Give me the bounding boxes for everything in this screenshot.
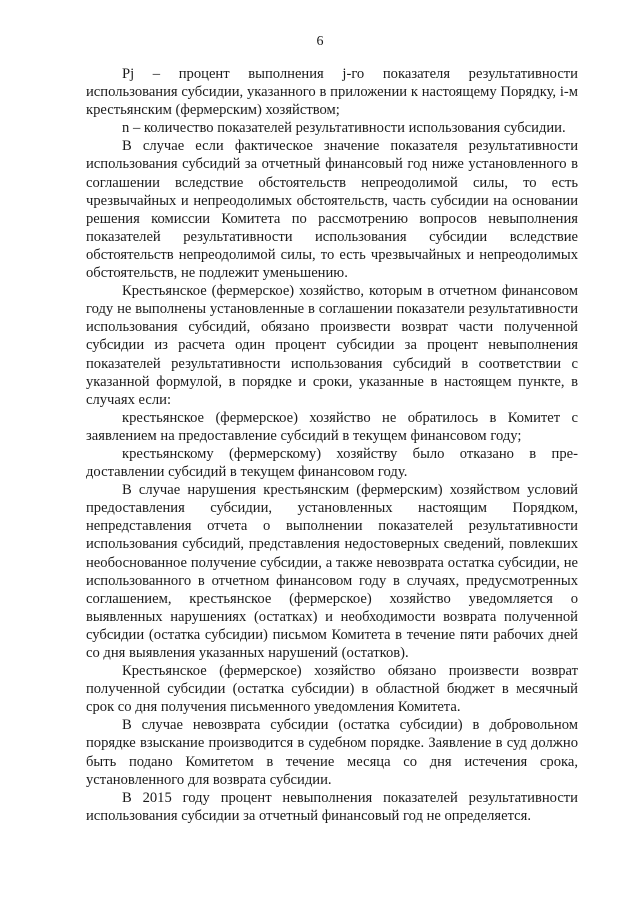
paragraph-refund-obligation: Крестьянское (фермерское) хозяйство, которым в отчетном финансовом году не выполнены установленные в соглашении показатели результативности использования субсидий, обязано произвести возврат части полученной субсидии из расчета один процент субсидии за процент невыполнения показателей результативности использования субсидий в соответствии с указанной формулой, в порядке и сроки, указанные в настоящем пункте, в случаях если: <box>86 283 578 408</box>
paragraph-monthly-refund: Крестьянское (фермерское) хозяйство обязано произвести возврат полученной субсидии (остатка субсидии) в областной бюджет в месячный срок со дня получения письменного уведомления Комитета. <box>86 663 578 716</box>
paragraph-force-majeure: В случае если фактическое значение показателя результативности использования субсидий за отчетный финансовый год ниже установленного в соглашении вследствие обстоятельств непреодолимой силы, то есть чрезвычайных и непреодолимых обстоятельств, часть субсидии на основании решения комиссии Комитета по рассмотрению вопросов невыполнения показателей результативности использования субсидии вследствие обстоятельств непреодолимой силы, то есть чрезвычайных и непреодолимых обстоятельств, не подлежит уменьшению. <box>86 138 578 282</box>
paragraph-case-refused: крестьянскому (фермерскому) хозяйству было отказано в предоставлении субсидий в текущем финансовом году. <box>86 445 578 481</box>
paragraph-year-2015: В 2015 году процент невыполнения показателей результативности использования субсидии за отчетный финансовый год не определяется. <box>86 789 578 824</box>
document-body <box>86 65 578 825</box>
paragraph-n-definition: n – количество показателей результативности использования субсидии. <box>122 120 566 137</box>
paragraph-court-recovery: В случае невозврата субсидии (остатка субсидии) в добровольном порядке взыскание производится в судебном порядке. Заявление в суд должно быть подано Комитетом в течение месяца со дня истечения срока, установленного для возврата субсидии. <box>86 717 578 788</box>
paragraph-case-no-application: крестьянское (фермерское) хозяйство не обратилось в Комитет с заявлением на предоставление субсидий в текущем финансовом году; <box>86 409 578 444</box>
paragraph-violation-notice: В случае нарушения крестьянским (фермерским) хозяйством условий предоставления субсидии, установленных настоящим Порядком, непредставления отчета о выполнении показателей результативности использования субсидий, представления недостоверных сведений, повлекших необоснованное получение субсидии, а также невозврата остатка субсидии, не использованного в отчетном финансовом году в случаях, предусмотренных соглашением, крестьянское (фермерское) хозяйство уведомляется о выявленных нарушениях (остатках) и необходимости возврата полученной субсидии (остатка субсидии) письмом Комитета в течение пяти рабочих дней со дня выявления указанных нарушений (остатков). <box>86 482 578 661</box>
page-number: 6 <box>316 34 324 49</box>
paragraph-pj-definition: Pj – процент выполнения j-го показателя результативности использования субсидии, указанного в приложении к настоящему Порядку, i-м крестьянским (фермерским) хозяйством; <box>86 66 578 119</box>
